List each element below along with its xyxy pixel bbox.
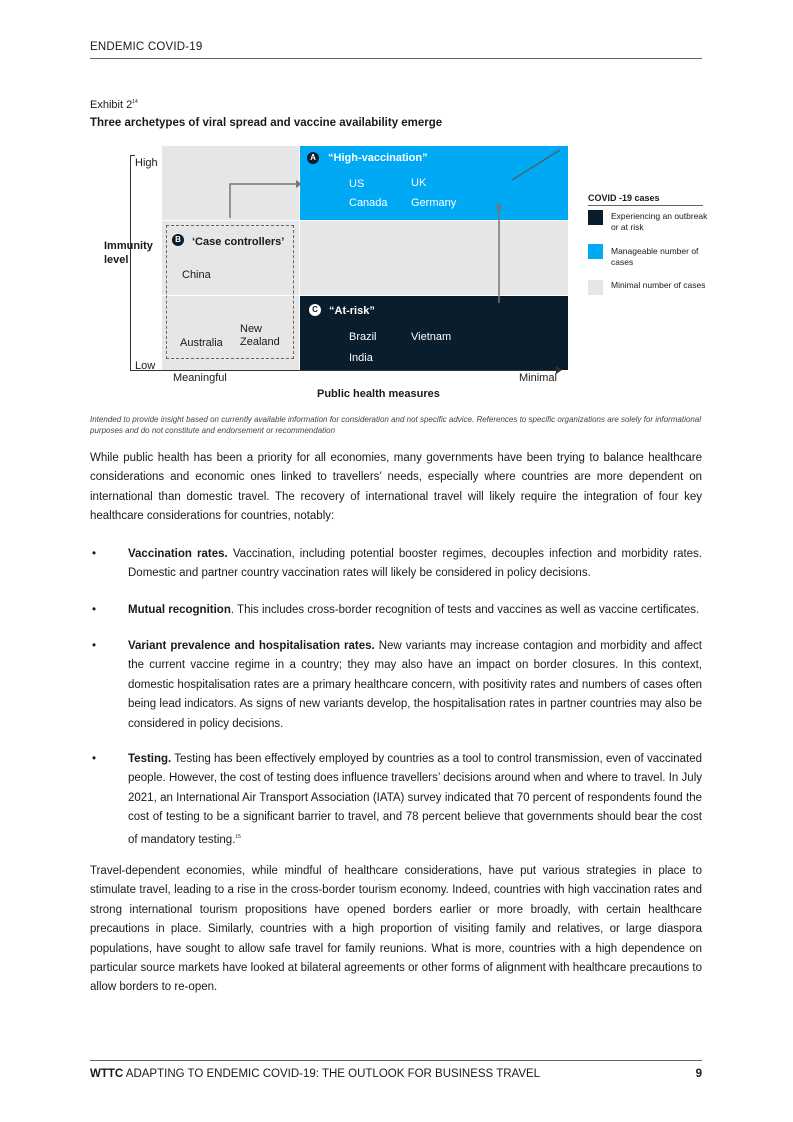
bullet-marker: • — [92, 640, 97, 652]
closing-paragraph: Travel-dependent economies, while mindful of healthcare considerations, have put various strategies in place to stimulate travel, leading to a rise in the cross-border tourism economy. Indeed, countries with high vaccination rates and strong international tourism propositions have opened borders earlier or more broadly, with certain healthcare precautions in place. Similarly, countries with a high proportion of visiting family and relatives, or large diaspora populations, have sought to allow safe travel for family reunions. What is more, countries with a high dependence on particular source markets have looked at bilateral agreements or other forms of alignment with healthcare precautions to allow borders to re-open. — [90, 865, 702, 994]
country-new-zealand-line1: New — [240, 323, 263, 335]
y-tick-low: Low — [135, 360, 156, 372]
country-uk: UK — [411, 177, 427, 189]
legend-label-minimal: Minimal number of cases — [611, 280, 706, 290]
bullet-vaccination — [92, 545, 703, 584]
running-header: ENDEMIC COVID-19 — [90, 41, 203, 53]
bullet-variant-prevalence — [92, 637, 702, 734]
archetype-a-badge: A — [307, 152, 319, 164]
movement-arrows — [0, 0, 793, 420]
bullet-lead: Variant prevalence and hospitalisation rates. — [128, 640, 375, 652]
y-axis-label-line2: level — [104, 254, 129, 266]
bullet-lead: Testing. — [128, 753, 172, 765]
legend-title: COVID -19 cases — [588, 193, 660, 203]
archetype-b-name: ‘Case controllers’ — [192, 236, 285, 248]
country-brazil: Brazil — [349, 331, 377, 343]
archetype-b-badge: B — [172, 234, 184, 246]
legend-swatch-outbreak — [588, 210, 603, 225]
arrow-c-to-a-head — [495, 203, 503, 209]
bullet-lead: Mutual recognition — [128, 604, 231, 616]
bullet-lead: Vaccination rates. — [128, 548, 228, 560]
bullet-body: Vaccination, including potential booster regimes, decouples infection and morbidity rates. Domestic and partner country vaccination rates will likely be considered in policy decisions. — [128, 548, 703, 580]
footer-brand: WTTC — [90, 1068, 124, 1080]
country-china: China — [182, 269, 211, 281]
archetype-c-badge: C — [309, 304, 321, 316]
country-canada: Canada — [349, 197, 388, 209]
bullet-body: . This includes cross-border recognition of tests and vaccines as well as vaccine certificates. — [230, 604, 700, 616]
footnote-ref: 15 — [235, 833, 241, 840]
country-vietnam: Vietnam — [411, 331, 452, 343]
x-tick-minimal: Minimal — [519, 372, 557, 384]
arrow-b-to-a — [230, 184, 296, 218]
y-axis-label-line1: Immunity — [104, 240, 153, 252]
country-india: India — [349, 352, 373, 364]
x-axis-label: Public health measures — [317, 388, 440, 400]
arrow-a-out — [512, 150, 560, 180]
arrow-b-to-a-head — [296, 180, 302, 188]
legend-label-outbreak: Experiencing an outbreak or at risk — [611, 211, 708, 232]
exhibit-number: Exhibit 2 — [90, 99, 133, 111]
country-australia: Australia — [180, 337, 223, 349]
country-us: US — [349, 178, 365, 190]
footer-rule — [90, 1060, 702, 1061]
disclaimer-note: Intended to provide insight based on currently available information for consideration and not specific advice. References to specific organizations are solely for informational purposes and do not constitute and endorsement or recommendation — [90, 415, 702, 435]
legend-label-manageable: Manageable number of cases — [611, 246, 699, 267]
archetype-c-name: “At-risk” — [329, 305, 375, 317]
bullet-mutual-recognition — [92, 601, 702, 620]
bullet-body: Testing has been effectively employed by countries as a tool to control transmission, even of vaccinated people. However, the cost of testing does influence travellers’ decisions around when and where to travel. In July 2021, an International Air Transport Association (IATA) survey indicated that 70 percent of respondents found the cost of testing to be a significant barrier to travel, and 78 percent believe that governments should bear the cost of mandatory testing. — [128, 753, 702, 846]
legend-rule — [588, 205, 703, 206]
bullet-marker: • — [92, 753, 97, 765]
country-new-zealand-line2: Zealand — [240, 336, 280, 348]
exhibit-footnote-ref: 14 — [132, 99, 138, 105]
legend-swatch-minimal — [588, 280, 603, 295]
bullet-body: New variants may increase contagion and morbidity and affect the current vaccine regime in a country; they may also have an impact on border closures. In this context, domestic hospitalisation rates are a primary healthcare concern, with positivity rates and numbers of cases often being lead indicators. As signs of new variants develop, the hospitalisation rates in partner countries may also be considered in policy decisions. — [128, 640, 702, 730]
footer-text: ADAPTING TO ENDEMIC COVID-19: THE OUTLOOK FOR BUSINESS TRAVEL — [123, 1068, 541, 1080]
y-axis-tick — [130, 155, 135, 156]
page-number: 9 — [695, 1068, 702, 1080]
y-tick-high: High — [135, 157, 158, 169]
exhibit-title: Three archetypes of viral spread and vaccine availability emerge — [90, 117, 443, 129]
y-axis-line — [130, 155, 131, 370]
intro-paragraph: While public health has been a priority for all economies, many governments have been trying to balance healthcare considerations and economic ones linked to travellers’ needs, especially where countries are more dependent on international than domestic travel. The recovery of international travel will likely require the integration of four key healthcare considerations for countries, notably: — [90, 452, 702, 523]
country-germany: Germany — [411, 197, 457, 209]
bullet-testing — [92, 750, 702, 850]
x-tick-meaningful: Meaningful — [173, 372, 227, 384]
bullet-marker: • — [92, 548, 97, 560]
legend-swatch-manageable — [588, 244, 603, 259]
x-axis-line — [130, 370, 560, 371]
archetype-a-name: “High-vaccination” — [328, 152, 428, 164]
bullet-marker: • — [92, 604, 97, 616]
footer-title — [90, 1068, 540, 1080]
